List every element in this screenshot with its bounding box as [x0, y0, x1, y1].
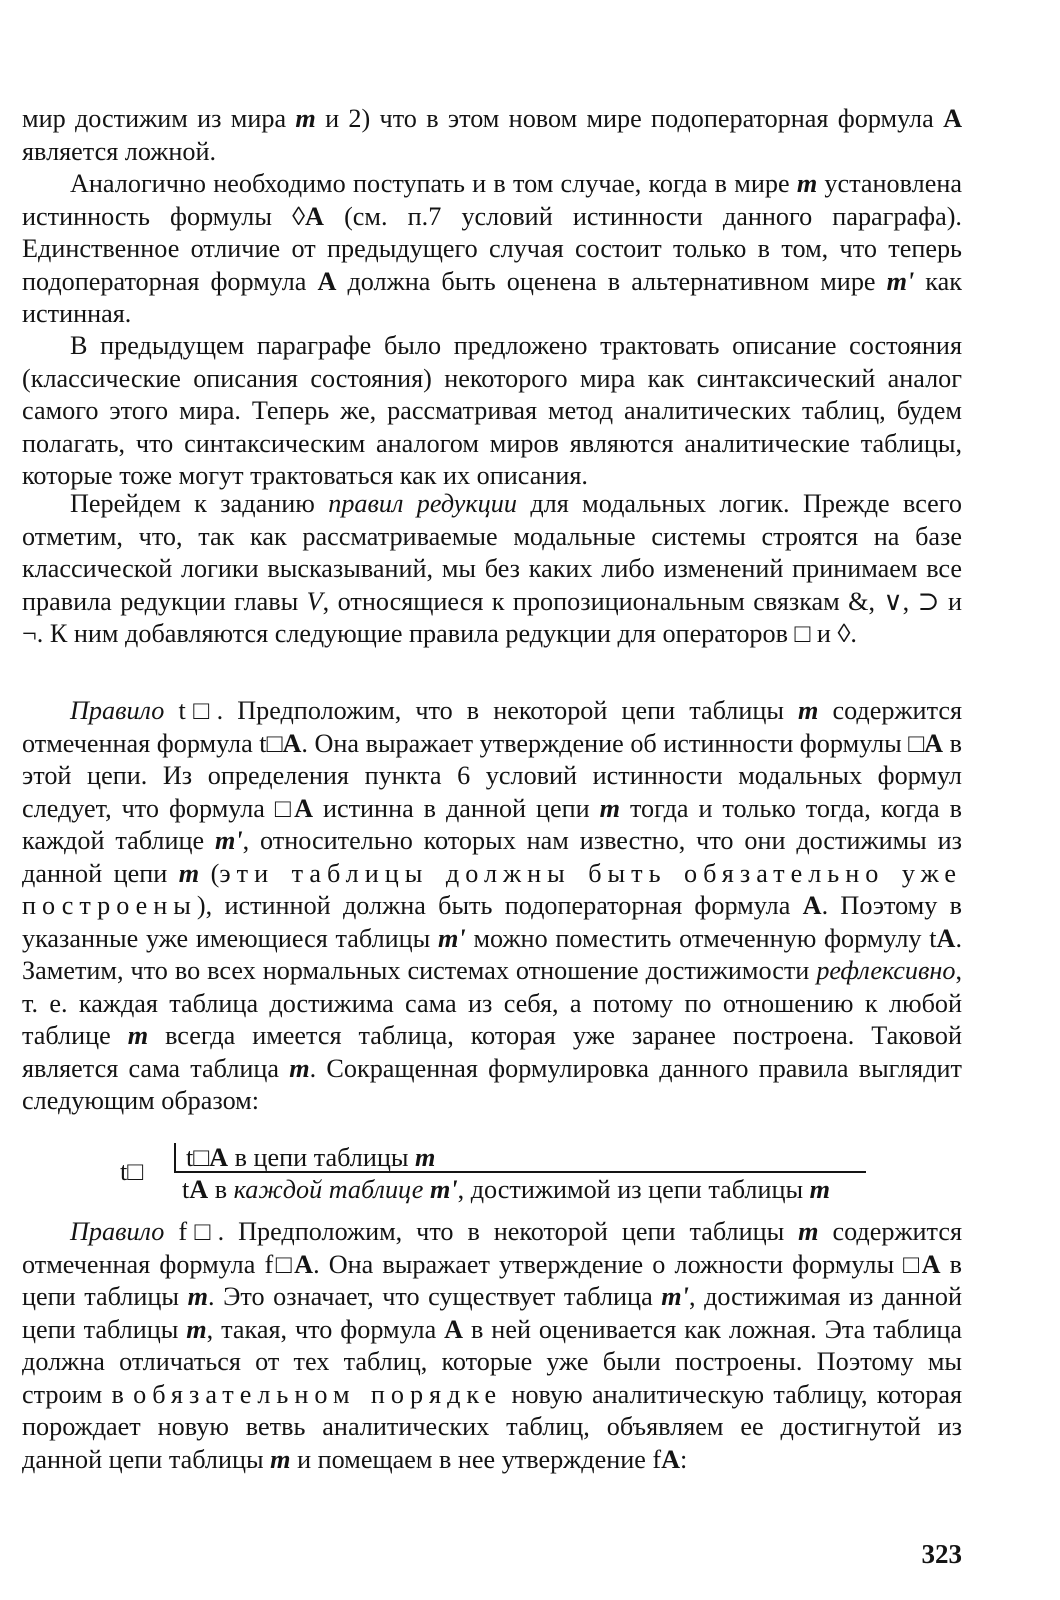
paragraph-state-description: В предыдущем параграфе было предложено трактовать описание состояния (классические описания состояния) некоторого мира как синтаксический аналог самого этого мира. Теперь же, рассматривая метод аналитических таблиц, будем полагать, что синтаксическим аналогом миров являются аналитические таблицы, которые тоже могут трактоваться как их описания. — [22, 331, 962, 490]
paragraph-continuation: мир достижим из мира m и 2) что в этом новом мире подоператорная формула A является ложной. — [22, 104, 962, 166]
paragraph-rule-t-box: Правило t□. Предположим, что в некоторой цепи таблицы m содержится отмеченная формула t□A. Она выражает утверждение об истинности формулы □A в этой цепи. Из определения пункта 6 условий истинности модальных формул следует, что формула □A истинна в данной цепи m тогда и только тогда, когда в каждой таблице m', относительно которых нам известно, что они достижимы из данной цепи m (эти таблицы должны быть обязательно уже построены), истинной должна быть подоператорная формула A. Поэтому в указанные уже имеющиеся таблицы m' можно поместить отмеченную формулу tA. Заметим, что во всех нормальных системах отношение достижимости рефлексивно, т. е. каждая таблица достижима сама из себя, а потому по отношению к любой таблице m всегда имеется таблица, которая уже заранее построена. Таковой является сама таблица m. Сокращенная формулировка данного правила выглядит следующим образом: — [22, 696, 963, 1115]
paragraph-analogous-case: Аналогично необходимо поступать и в том случае, когда в мире m установлена истинность формулы ◊A (см. п.7 условий истинности данного параграфа). Единственное отличие от предыдущего случая состоит только в том, что теперь подоператорная формула A должна быть оценена в альтернативном мире m' как истинная. — [22, 169, 962, 328]
formula-rule-name: t□ — [120, 1157, 144, 1186]
page-number: 323 — [921, 1539, 962, 1569]
formula-conclusion: tA в каждой таблице m', достижимой из цепи таблицы m — [182, 1175, 831, 1204]
formula-inference-line — [174, 1171, 866, 1173]
rule-t-box-formula — [120, 1143, 880, 1203]
formula-premise: t□A в цепи таблицы m — [174, 1143, 435, 1173]
paragraph-rule-f-box: Правило f□. Предположим, что в некоторой цепи таблицы m содержится отмеченная формула f□A. Она выражает утверждение о ложности формулы □A в цепи таблицы m. Это означает, что существует таблица m', достижимая из данной цепи таблицы m, такая, что формула A в ней оценивается как ложная. Эта таблица должна отличаться от тех таблиц, которые уже были построены. Поэтому мы строим в обязательном порядке новую аналитическую таблицу, которая порождает новую ветвь аналитических таблиц, объявляем ее достигнутой из данной цепи таблицы m и помещаем в нее утверждение fA: — [22, 1217, 963, 1474]
paragraph-reduction-rules: Перейдем к заданию правил редукции для модальных логик. Прежде всего отметим, что, так как рассматриваемые модальные системы строятся на базе классической логики высказываний, мы без каких либо изменений принимаем все правила редукции главы V, относящиеся к пропозициональным связкам &, ∨, ⊃ и ¬. К ним добавляются следующие правила редукции для операторов □ и ◊. — [22, 489, 962, 648]
